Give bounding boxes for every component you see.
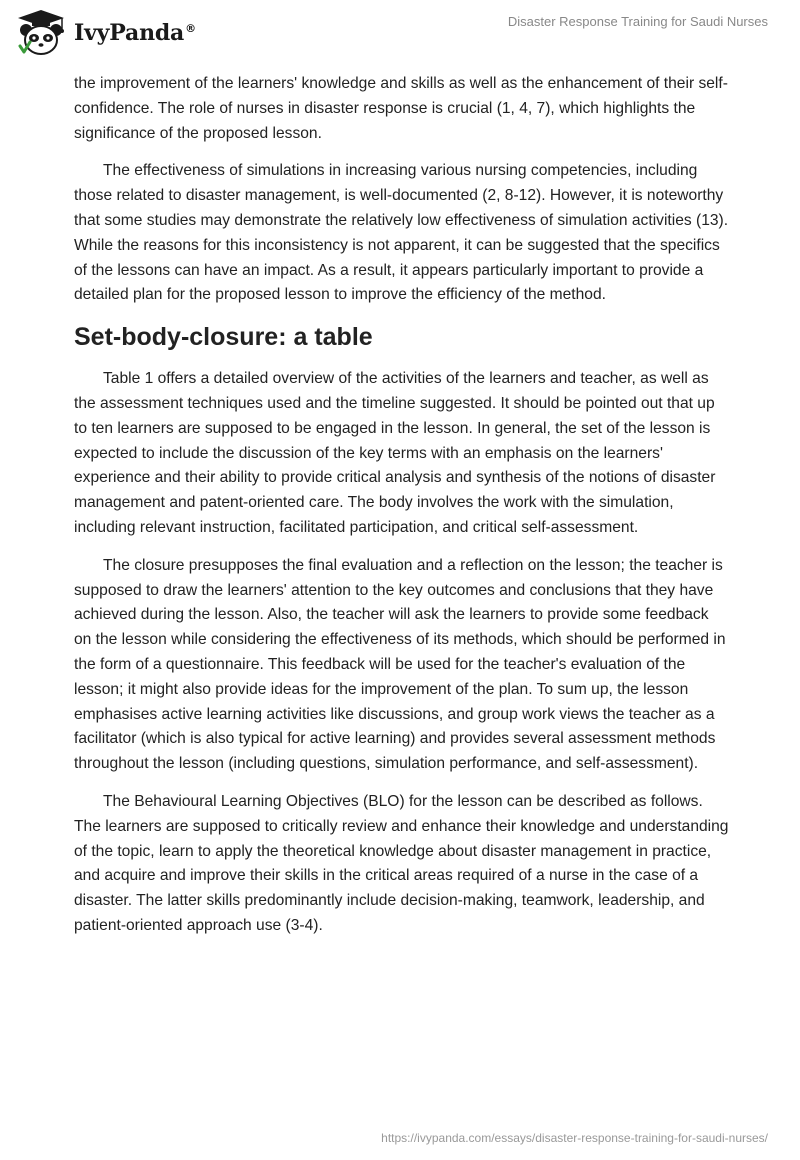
- registered-mark: ®: [185, 21, 196, 35]
- document-title: Disaster Response Training for Saudi Nurses: [507, 14, 768, 29]
- paragraph-1: the improvement of the learners' knowledge and skills as well as the enhancement of their self-confidence. The role of nurses in disaster response is crucial (1, 4, 7), which highlights the significance of the proposed lesson.: [74, 75, 728, 142]
- source-url[interactable]: https://ivypanda.com/essays/disaster-response-training-for-saudi-nurses/: [381, 1131, 768, 1145]
- panda-graduate-icon: [14, 8, 68, 58]
- brand-name: [74, 20, 196, 46]
- paragraph-5: The Behavioural Learning Objectives (BLO) for the lesson can be described as follows. The learners are supposed to critically review and enhance their knowledge and understanding of the topic, learn to apply the theoretical knowledge about disaster management in practice, and acquire and improve their skills in the critical areas required of a nurse in the case of a disaster. The latter skills predominantly include decision-making, teamwork, leadership, and patient-oriented approach use (3-4).: [74, 792, 729, 934]
- brand-logo[interactable]: [14, 8, 196, 58]
- paragraph-3: Table 1 offers a detailed overview of the activities of the learners and teacher, as well as the assessment techniques used and the timeline suggested. It should be pointed out that up to ten learners are supposed to be engaged in the lesson. In general, the set of the lesson is expected to include the discussion of the key terms with an emphasis on the learners' experience and their ability to provide critical analysis and synthesis of the notions of disaster management and patent-oriented care. The body involves the work with the simulation, including relevant instruction, facilitated participation, and critical self-assessment.: [74, 370, 716, 536]
- paragraph-2: The effectiveness of simulations in increasing various nursing competencies, including those related to disaster management, is well-documented (2, 8-12). However, it is noteworthy that some studies may demonstrate the relatively low effectiveness of simulation activities (13). While the reasons for this inconsistency is not apparent, it can be suggested that the specifics of the lessons can have an impact. As a result, it appears particularly important to provide a detailed plan for the proposed lesson to improve the efficiency of the method.: [74, 162, 729, 304]
- page-header: [0, 0, 800, 70]
- section-heading: Set-body-closure: a table: [74, 323, 373, 352]
- brand-name-text: IvyPanda: [74, 20, 185, 46]
- paragraph-4: The closure presupposes the final evaluation and a reflection on the lesson; the teacher is supposed to draw the learners' attention to the key outcomes and conclusions that they have achieved during the lesson. Also, the teacher will ask the learners to provide some feedback on the lesson while considering the effectiveness of its methods, which should be performed in the form of a questionnaire. This feedback will be used for the teacher's evaluation of the lesson; it might also provide ideas for the improvement of the plan. To sum up, the lesson emphasises active learning activities like discussions, and group work views the teacher as a facilitator (which is also typical for active learning) and provides several assessment methods throughout the lesson (including questions, simulation performance, and self-assessment).: [74, 556, 726, 773]
- essay-body: [74, 72, 730, 952]
